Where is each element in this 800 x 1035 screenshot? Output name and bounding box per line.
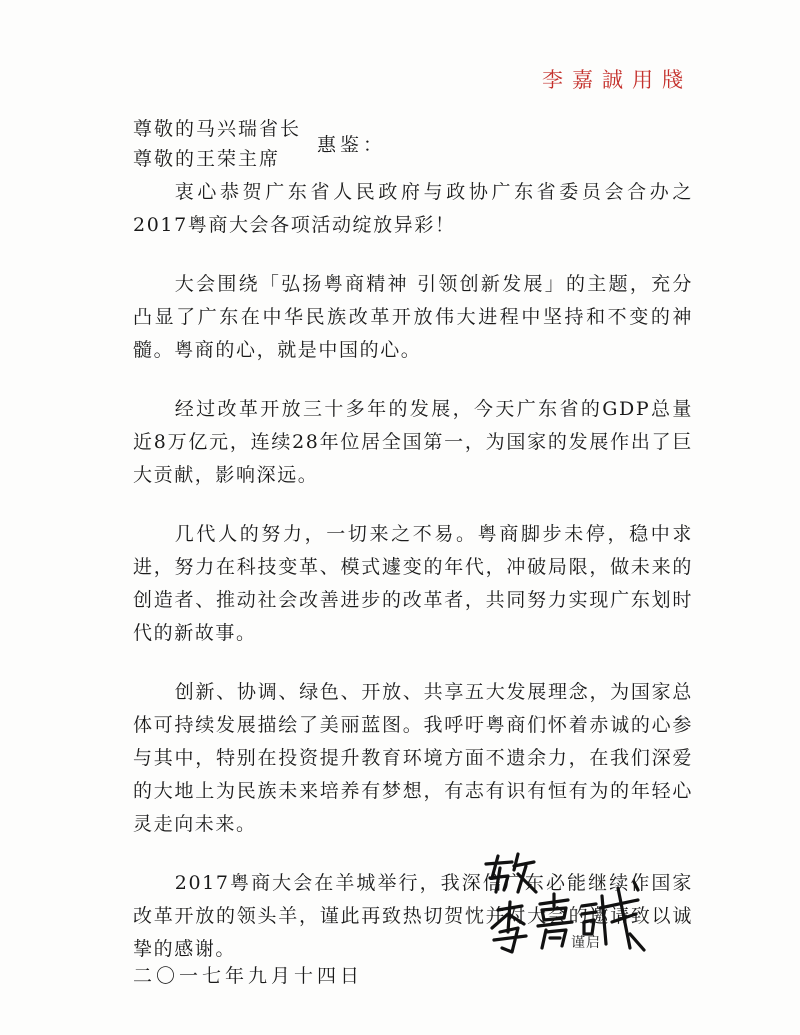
paragraph: 创新、协调、绿色、开放、共享五大发展理念，为国家总体可持续发展描绘了美丽蓝图。我呼吁粤商们怀着赤诚的心参与其中，特别在投资提升教育环境方面不遗余力，在我们深爱的大地上为民族未来培养有梦想，有志有识有恒有为的年轻心灵走向未来。	[133, 681, 693, 835]
paragraph: 衷心恭贺广东省人民政府与政协广东省委员会合办之2017粤商大会各项活动绽放异彩！	[133, 181, 693, 236]
handwritten-signature	[478, 848, 648, 963]
paragraph: 几代人的努力，一切来之不易。粤商脚步未停，稳中求进，努力在科技变革、模式遽变的年代，冲破局限，做未来的创造者、推动社会改善进步的改革者，共同努力实现广东划时代的新故事。	[133, 523, 693, 644]
letterhead: 李嘉誠用牋	[542, 68, 692, 92]
closing-word: 谨启	[571, 935, 601, 951]
recipient-1: 尊敬的马兴瑞省长	[133, 118, 302, 140]
greeting: 惠鉴：	[317, 134, 387, 156]
paragraph: 2017粤商大会在羊城举行，我深信广东必能继续作国家改革开放的领头羊，谨此再致热切贺忱并对大会的邀请致以诚挚的感谢。	[133, 872, 693, 960]
letter-date: 二〇一七年九月十四日	[133, 965, 364, 987]
recipient-2: 尊敬的王荣主席	[133, 148, 281, 170]
paragraph: 大会围绕「弘扬粤商精神 引领创新发展」的主题，充分凸显了广东在中华民族改革开放伟大进程中坚持和不变的神髓。粤商的心，就是中国的心。	[133, 273, 693, 361]
paragraph: 经过改革开放三十多年的发展，今天广东省的GDP总量近8万亿元，连续28年位居全国第一，为国家的发展作出了巨大贡献，影响深远。	[133, 398, 693, 486]
salutation	[133, 114, 301, 174]
